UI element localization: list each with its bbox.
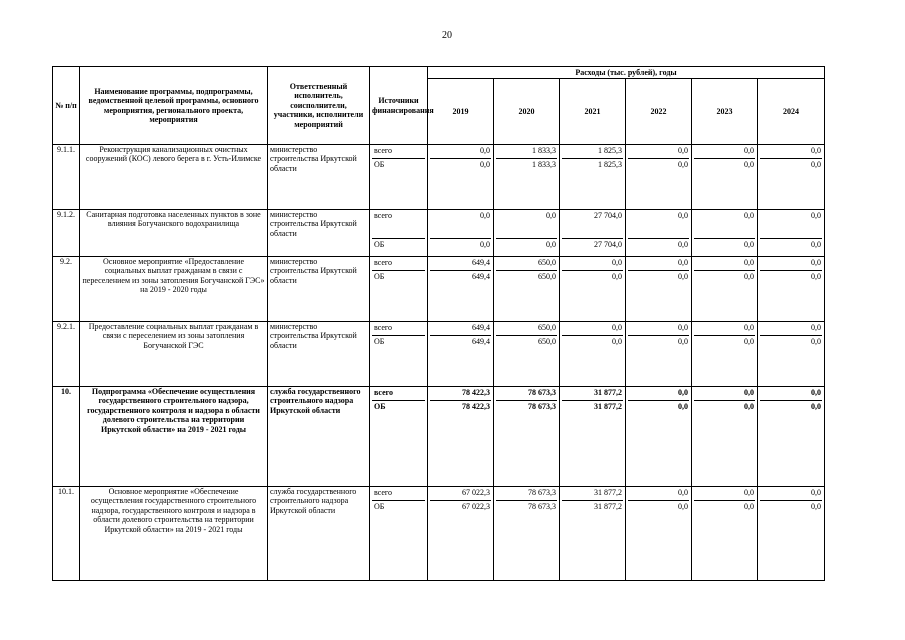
- value-total: 0,0: [612, 258, 622, 267]
- value-regional: 0,0: [760, 158, 822, 171]
- value-regional: 0,0: [628, 500, 689, 513]
- row-value-cell: [560, 257, 626, 322]
- row-value-cell: [494, 387, 560, 487]
- header-name: Наименование программы, подпрограммы, ведомственной целевой программы, основного мероприятия, регионального проекта, мероприятия: [80, 67, 268, 145]
- value-total: 0,0: [744, 146, 754, 155]
- row-value-cell: [494, 145, 560, 210]
- value-regional: 0,0: [430, 158, 491, 171]
- value-regional: 0,0: [562, 270, 623, 283]
- row-name: Основное мероприятие «Предоставление социальных выплат гражданам в связи с переселением из зоны затопления Богучанской ГЭС» на 2019 - 2020 годы: [80, 257, 268, 322]
- row-value-cell: [758, 210, 825, 257]
- header-expenses: Расходы (тыс. рублей), годы: [428, 67, 825, 79]
- source-regional: ОБ: [372, 400, 425, 413]
- value-total: 0,0: [811, 211, 822, 220]
- row-value-cell: [494, 210, 560, 257]
- row-value-cell: [692, 257, 758, 322]
- row-value-cell: [626, 257, 692, 322]
- value-regional: 0,0: [694, 270, 755, 283]
- value-total: 1 833,3: [532, 146, 556, 155]
- value-total: 0,0: [744, 211, 754, 220]
- source-regional: ОБ: [372, 158, 425, 171]
- row-value-cell: [692, 322, 758, 387]
- row-responsible: министерство строительства Иркутской области: [268, 322, 370, 387]
- row-value-cell: [758, 257, 825, 322]
- value-total: 0,0: [744, 488, 754, 497]
- value-regional: 67 022,3: [430, 500, 491, 513]
- value-total: 0,0: [678, 388, 688, 397]
- row-value-cell: [428, 322, 494, 387]
- value-regional: 27 704,0: [562, 238, 623, 251]
- row-value-cell: [560, 322, 626, 387]
- row-sources: [370, 487, 428, 581]
- source-total: всего: [374, 488, 393, 497]
- row-value-cell: [428, 487, 494, 581]
- row-value-cell: [428, 257, 494, 322]
- table-row: [53, 257, 825, 322]
- row-value-cell: [560, 145, 626, 210]
- row-responsible: министерство строительства Иркутской области: [268, 210, 370, 257]
- row-value-cell: [560, 387, 626, 487]
- row-value-cell: [692, 387, 758, 487]
- row-name: Реконструкция канализационных очистных сооружений (КОС) левого берега в г. Усть-Илимске: [80, 145, 268, 210]
- value-regional: 1 833,3: [496, 158, 557, 171]
- row-responsible: служба государственного строительного надзора Иркутской области: [268, 487, 370, 581]
- row-value-cell: [494, 322, 560, 387]
- row-value-cell: [626, 322, 692, 387]
- source-total: всего: [374, 211, 393, 220]
- row-value-cell: [560, 487, 626, 581]
- value-total: 0,0: [811, 388, 822, 397]
- budget-table: [52, 66, 825, 581]
- row-responsible: министерство строительства Иркутской области: [268, 257, 370, 322]
- value-total: 0,0: [744, 323, 754, 332]
- row-number: 9.1.1.: [53, 145, 80, 210]
- page-number: 20: [442, 30, 452, 41]
- source-regional: ОБ: [372, 500, 425, 513]
- value-total: 0,0: [744, 388, 754, 397]
- value-regional: 0,0: [694, 400, 755, 413]
- row-value-cell: [626, 387, 692, 487]
- row-sources: [370, 387, 428, 487]
- row-responsible: министерство строительства Иркутской области: [268, 145, 370, 210]
- row-value-cell: [560, 210, 626, 257]
- table-row: [53, 210, 825, 257]
- table-row: [53, 487, 825, 581]
- value-regional: 31 877,2: [562, 500, 623, 513]
- value-regional: 0,0: [760, 238, 822, 251]
- value-total: 1 825,3: [598, 146, 622, 155]
- source-total: всего: [374, 258, 393, 267]
- value-regional: 0,0: [562, 335, 623, 348]
- row-sources: [370, 210, 428, 257]
- value-total: 0,0: [811, 146, 822, 155]
- source-total: всего: [374, 323, 393, 332]
- value-total: 78 673,3: [528, 488, 556, 497]
- row-value-cell: [626, 145, 692, 210]
- row-value-cell: [428, 387, 494, 487]
- value-total: 0,0: [678, 258, 688, 267]
- value-total: 650,0: [538, 258, 556, 267]
- value-total: 0,0: [678, 488, 688, 497]
- header-year: 2023: [692, 79, 758, 145]
- header-num: № п/п: [53, 67, 80, 145]
- value-regional: 0,0: [628, 335, 689, 348]
- row-value-cell: [494, 257, 560, 322]
- table-row: [53, 387, 825, 487]
- value-total: 0,0: [811, 258, 822, 267]
- value-total: 78 673,3: [528, 388, 556, 397]
- header-sources: Источники финансирования: [370, 67, 428, 145]
- source-regional: ОБ: [372, 238, 425, 251]
- row-number: 9.2.: [53, 257, 80, 322]
- value-regional: 0,0: [760, 500, 822, 513]
- row-value-cell: [758, 487, 825, 581]
- source-total: всего: [374, 146, 393, 155]
- row-value-cell: [758, 387, 825, 487]
- row-value-cell: [428, 145, 494, 210]
- table-row: [53, 145, 825, 210]
- value-total: 650,0: [538, 323, 556, 332]
- value-regional: 0,0: [694, 158, 755, 171]
- value-total: 78 422,3: [462, 388, 490, 397]
- value-total: 0,0: [678, 146, 688, 155]
- value-regional: 0,0: [628, 158, 689, 171]
- row-value-cell: [494, 487, 560, 581]
- value-regional: 0,0: [760, 270, 822, 283]
- value-total: 0,0: [678, 211, 688, 220]
- value-regional: 0,0: [760, 335, 822, 348]
- row-value-cell: [626, 210, 692, 257]
- source-regional: ОБ: [372, 335, 425, 348]
- value-total: 31 877,2: [594, 388, 622, 397]
- value-total: 0,0: [480, 146, 490, 155]
- value-regional: 650,0: [496, 270, 557, 283]
- value-regional: 649,4: [430, 335, 491, 348]
- value-total: 0,0: [811, 488, 822, 497]
- value-total: 649,4: [472, 323, 490, 332]
- value-regional: 78 673,3: [496, 400, 557, 413]
- value-regional: 78 422,3: [430, 400, 491, 413]
- value-total: 649,4: [472, 258, 490, 267]
- value-total: 0,0: [612, 323, 622, 332]
- row-value-cell: [758, 322, 825, 387]
- value-total: 0,0: [678, 323, 688, 332]
- row-name: Санитарная подготовка населенных пунктов в зоне влияния Богучанского водохранилища: [80, 210, 268, 257]
- row-value-cell: [758, 145, 825, 210]
- value-regional: 1 825,3: [562, 158, 623, 171]
- row-name: Подпрограмма «Обеспечение осуществления государственного строительного надзора, государственного контроля и надзора в области долевого строительства на территории Иркутской области» на 2019 - 2021 годы: [80, 387, 268, 487]
- value-regional: 31 877,2: [562, 400, 623, 413]
- header-year: 2021: [560, 79, 626, 145]
- row-value-cell: [428, 210, 494, 257]
- value-total: 27 704,0: [594, 211, 622, 220]
- row-sources: [370, 145, 428, 210]
- header-year: 2022: [626, 79, 692, 145]
- source-total: всего: [374, 388, 394, 397]
- row-number: 10.1.: [53, 487, 80, 581]
- value-regional: 650,0: [496, 335, 557, 348]
- header-year: 2024: [758, 79, 825, 145]
- value-total: 0,0: [811, 323, 822, 332]
- value-regional: 0,0: [628, 238, 689, 251]
- value-regional: 78 673,3: [496, 500, 557, 513]
- row-name: Основное мероприятие «Обеспечение осуществления государственного строительного надзора, государственного контроля и надзора в области долевого строительства на территории Иркутской области» на 2019 - 2021 годы: [80, 487, 268, 581]
- row-value-cell: [692, 145, 758, 210]
- row-number: 9.2.1.: [53, 322, 80, 387]
- source-regional: ОБ: [372, 270, 425, 283]
- header-year: 2020: [494, 79, 560, 145]
- table-row: [53, 322, 825, 387]
- row-value-cell: [626, 487, 692, 581]
- value-regional: 0,0: [628, 270, 689, 283]
- value-regional: 0,0: [430, 238, 491, 251]
- row-name: Предоставление социальных выплат гражданам в связи с переселением из зоны затопления Богучанской ГЭС: [80, 322, 268, 387]
- row-number: 9.1.2.: [53, 210, 80, 257]
- row-sources: [370, 322, 428, 387]
- header-responsible: Ответственный исполнитель, соисполнители, участники, исполнители мероприятий: [268, 67, 370, 145]
- row-value-cell: [692, 487, 758, 581]
- value-regional: 649,4: [430, 270, 491, 283]
- value-total: 0,0: [744, 258, 754, 267]
- value-regional: 0,0: [760, 400, 822, 413]
- value-total: 0,0: [480, 211, 490, 220]
- row-number: 10.: [53, 387, 80, 487]
- value-regional: 0,0: [694, 238, 755, 251]
- value-total: 0,0: [546, 211, 556, 220]
- value-regional: 0,0: [694, 500, 755, 513]
- row-sources: [370, 257, 428, 322]
- row-responsible: служба государственного строительного надзора Иркутской области: [268, 387, 370, 487]
- value-total: 31 877,2: [594, 488, 622, 497]
- row-value-cell: [692, 210, 758, 257]
- value-regional: 0,0: [628, 400, 689, 413]
- value-regional: 0,0: [496, 238, 557, 251]
- value-regional: 0,0: [694, 335, 755, 348]
- value-total: 67 022,3: [462, 488, 490, 497]
- header-year: 2019: [428, 79, 494, 145]
